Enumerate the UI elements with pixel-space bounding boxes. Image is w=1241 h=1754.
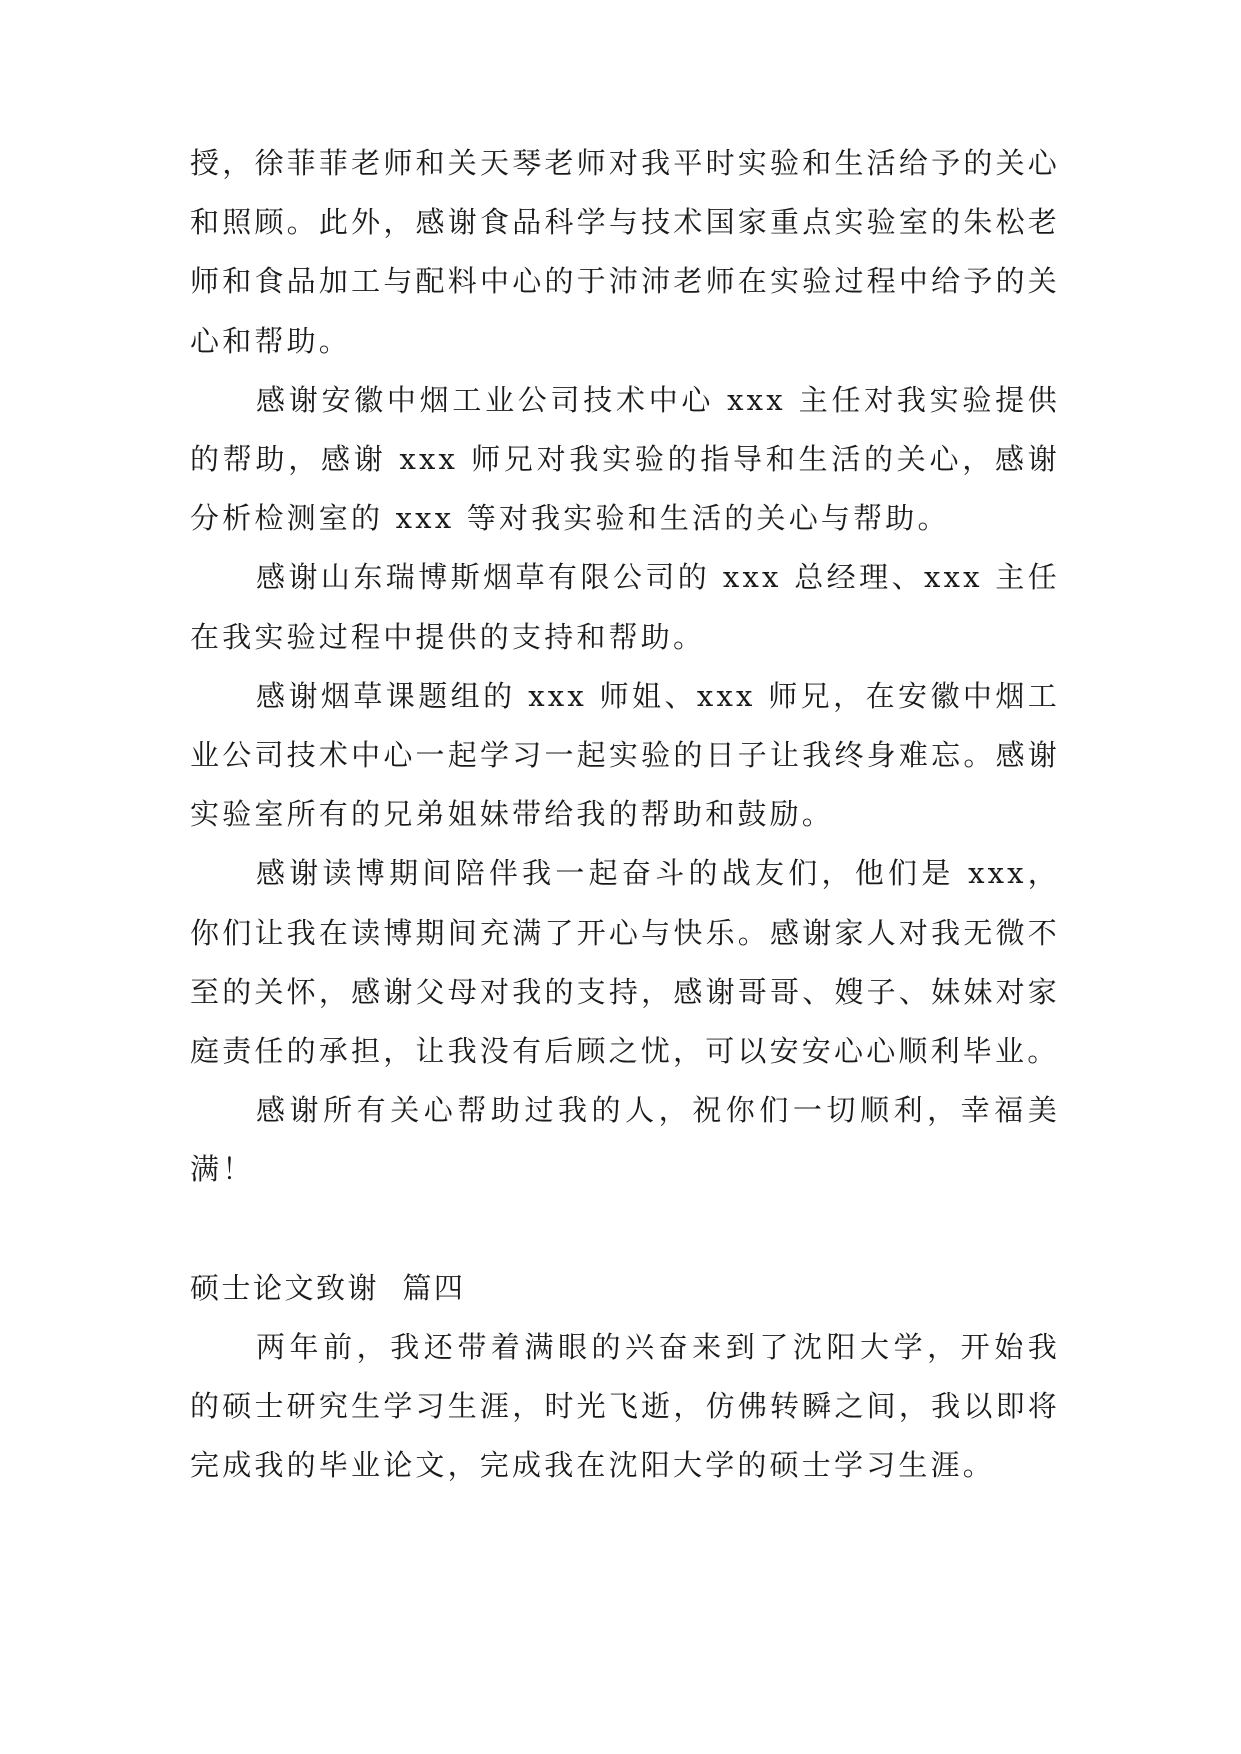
paragraph-group-thanks: 感谢烟草课题组的 xxx 师姐、xxx 师兄，在安徽中烟工业公司技术中心一起学习一起实验的日子让我终身难忘。感谢实验室所有的兄弟姐妹带给我的帮助和鼓励。 — [190, 678, 1060, 832]
section-spacer — [190, 1200, 1060, 1259]
paragraph-closing-thanks: 感谢所有关心帮助过我的人，祝你们一切顺利，幸福美满！ — [190, 1093, 1060, 1187]
paragraph-continued: 授，徐菲菲老师和关天琴老师对我平时实验和生活给予的关心和照顾。此外，感谢食品科学与技术国家重点实验室的朱松老师和食品加工与配料中心的于沛沛老师在实验过程中给予的关心和帮助。 — [190, 146, 1060, 358]
paragraph-anhui-thanks: 感谢安徽中烟工业公司技术中心 xxx 主任对我实验提供的帮助，感谢 xxx 师兄对我实验的指导和生活的关心，感谢分析检测室的 xxx 等对我实验和生活的关心与帮助。 — [190, 382, 1060, 536]
section-title: 硕士论文致谢 篇四 — [190, 1270, 466, 1305]
section-paragraph: 两年前，我还带着满眼的兴奋来到了沈阳大学，开始我的硕士研究生学习生涯，时光飞逝，仿佛转瞬之间，我以即将完成我的毕业论文，完成我在沈阳大学的硕士学习生涯。 — [190, 1329, 1060, 1483]
paragraph-family-thanks: 感谢读博期间陪伴我一起奋斗的战友们，他们是 xxx，你们让我在读博期间充满了开心与快乐。感谢家人对我无微不至的关怀，感谢父母对我的支持，感谢哥哥、嫂子、妹妹对家庭责任的承担，让我没有后顾之忧，可以安安心心顺利毕业。 — [190, 856, 1060, 1069]
paragraph-shandong-thanks: 感谢山东瑞博斯烟草有限公司的 xxx 总经理、xxx 主任在我实验过程中提供的支持和帮助。 — [190, 560, 1060, 654]
document-body — [190, 134, 1060, 1495]
